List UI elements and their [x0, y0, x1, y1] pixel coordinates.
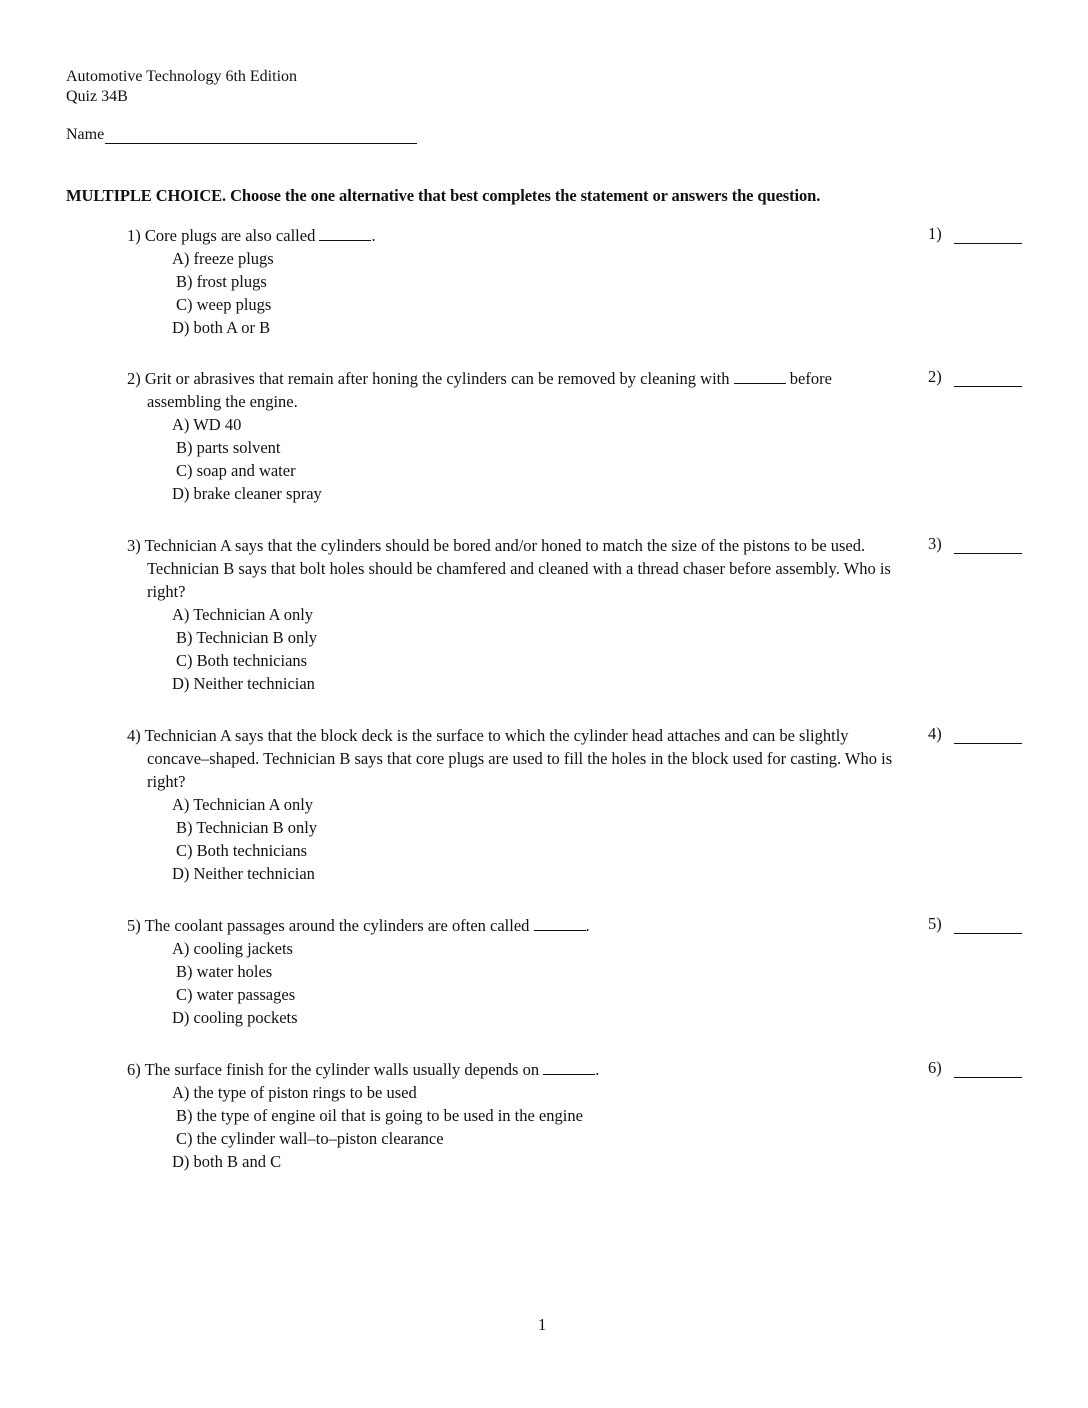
choice-c[interactable]: C) the cylinder wall–to–piston clearance: [176, 1129, 444, 1148]
question-stem: 3) Technician A says that the cylinders should be bored and/or honed to match the size of the pistons to be used. Technician B says that bolt holes should be chamfered and cleaned with a thread chaser before assembly. Who is right?: [127, 536, 891, 601]
choice-d[interactable]: D) both B and C: [172, 1152, 282, 1171]
answer-slot-1: [928, 224, 1022, 244]
choices-list: [172, 603, 907, 695]
choice-b[interactable]: B) parts solvent: [176, 438, 281, 457]
question-stem: 4) Technician A says that the block deck is the surface to which the cylinder head attaches and can be slightly concave–shaped. Technician B says that core plugs are used to fill the holes in the block used for casting. Who is right?: [127, 726, 893, 791]
name-field[interactable]: [105, 125, 417, 144]
choice-a[interactable]: A) the type of piston rings to be used: [172, 1083, 417, 1102]
question-2: [127, 367, 907, 505]
answer-field[interactable]: [954, 229, 1022, 244]
question-1: [127, 224, 907, 339]
choice-b[interactable]: B) water holes: [176, 962, 273, 981]
choice-c[interactable]: C) weep plugs: [176, 295, 272, 314]
question-number: 6): [127, 1060, 141, 1079]
question-stem: 6) The surface finish for the cylinder walls usually depends on .: [127, 1060, 600, 1079]
choice-a[interactable]: A) Technician A only: [172, 795, 314, 814]
answer-field[interactable]: [954, 372, 1022, 387]
question-stem: 2) Grit or abrasives that remain after honing the cylinders can be removed by cleaning with before assembling the engine.: [127, 369, 832, 411]
choice-b[interactable]: B) Technician B only: [176, 628, 318, 647]
answer-slot-2: [928, 367, 1022, 387]
answer-number: 5): [928, 914, 942, 933]
fill-blank: [543, 1060, 595, 1075]
question-6: [127, 1058, 907, 1173]
choice-d[interactable]: D) Neither technician: [172, 864, 315, 883]
choice-b[interactable]: B) the type of engine oil that is going to be used in the engine: [176, 1106, 583, 1125]
question-stem: 5) The coolant passages around the cylinders are often called .: [127, 916, 590, 935]
page-number: 1: [538, 1315, 547, 1334]
choices-list: [172, 247, 907, 339]
choice-c[interactable]: C) Both technicians: [176, 651, 308, 670]
answer-field[interactable]: [954, 1063, 1022, 1078]
answer-field[interactable]: [954, 729, 1022, 744]
choice-a[interactable]: A) WD 40: [172, 415, 242, 434]
question-number: 3): [127, 536, 141, 555]
choice-a[interactable]: A) freeze plugs: [172, 249, 274, 268]
quiz-label: Quiz 34B: [66, 88, 128, 105]
instructions: MULTIPLE CHOICE. Choose the one alternative that best completes the statement or answers the question.: [66, 186, 821, 205]
question-number: 2): [127, 369, 141, 388]
choice-d[interactable]: D) brake cleaner spray: [172, 484, 322, 503]
answer-number: 6): [928, 1058, 942, 1077]
answer-field[interactable]: [954, 919, 1022, 934]
choice-c[interactable]: C) water passages: [176, 985, 296, 1004]
answer-number: 2): [928, 367, 942, 386]
choice-c[interactable]: C) soap and water: [176, 461, 296, 480]
choice-d[interactable]: D) both A or B: [172, 318, 271, 337]
question-number: 5): [127, 916, 141, 935]
choice-c[interactable]: C) Both technicians: [176, 841, 308, 860]
choice-b[interactable]: B) Technician B only: [176, 818, 318, 837]
choice-a[interactable]: A) cooling jackets: [172, 939, 293, 958]
fill-blank: [734, 369, 786, 384]
choice-d[interactable]: D) Neither technician: [172, 674, 315, 693]
question-5: [127, 914, 907, 1029]
choice-d[interactable]: D) cooling pockets: [172, 1008, 298, 1027]
fill-blank: [319, 226, 371, 241]
question-number: 1): [127, 226, 141, 245]
question-4: [127, 724, 907, 885]
question-3: [127, 534, 907, 695]
answer-slot-4: [928, 724, 1022, 744]
answer-number: 3): [928, 534, 942, 553]
name-field-row: [66, 125, 417, 144]
answer-slot-6: [928, 1058, 1022, 1078]
answer-slot-5: [928, 914, 1022, 934]
choices-list: [172, 937, 907, 1029]
answer-number: 1): [928, 224, 942, 243]
choices-list: [172, 413, 907, 505]
choices-list: [172, 1081, 907, 1173]
choice-b[interactable]: B) frost plugs: [176, 272, 267, 291]
document-title: Automotive Technology 6th Edition: [66, 68, 298, 85]
answer-slot-3: [928, 534, 1022, 554]
choice-a[interactable]: A) Technician A only: [172, 605, 314, 624]
choices-list: [172, 793, 907, 885]
question-number: 4): [127, 726, 141, 745]
answer-field[interactable]: [954, 539, 1022, 554]
fill-blank: [534, 916, 586, 931]
answer-number: 4): [928, 724, 942, 743]
name-label: Name: [66, 126, 105, 143]
question-stem: 1) Core plugs are also called .: [127, 226, 376, 245]
